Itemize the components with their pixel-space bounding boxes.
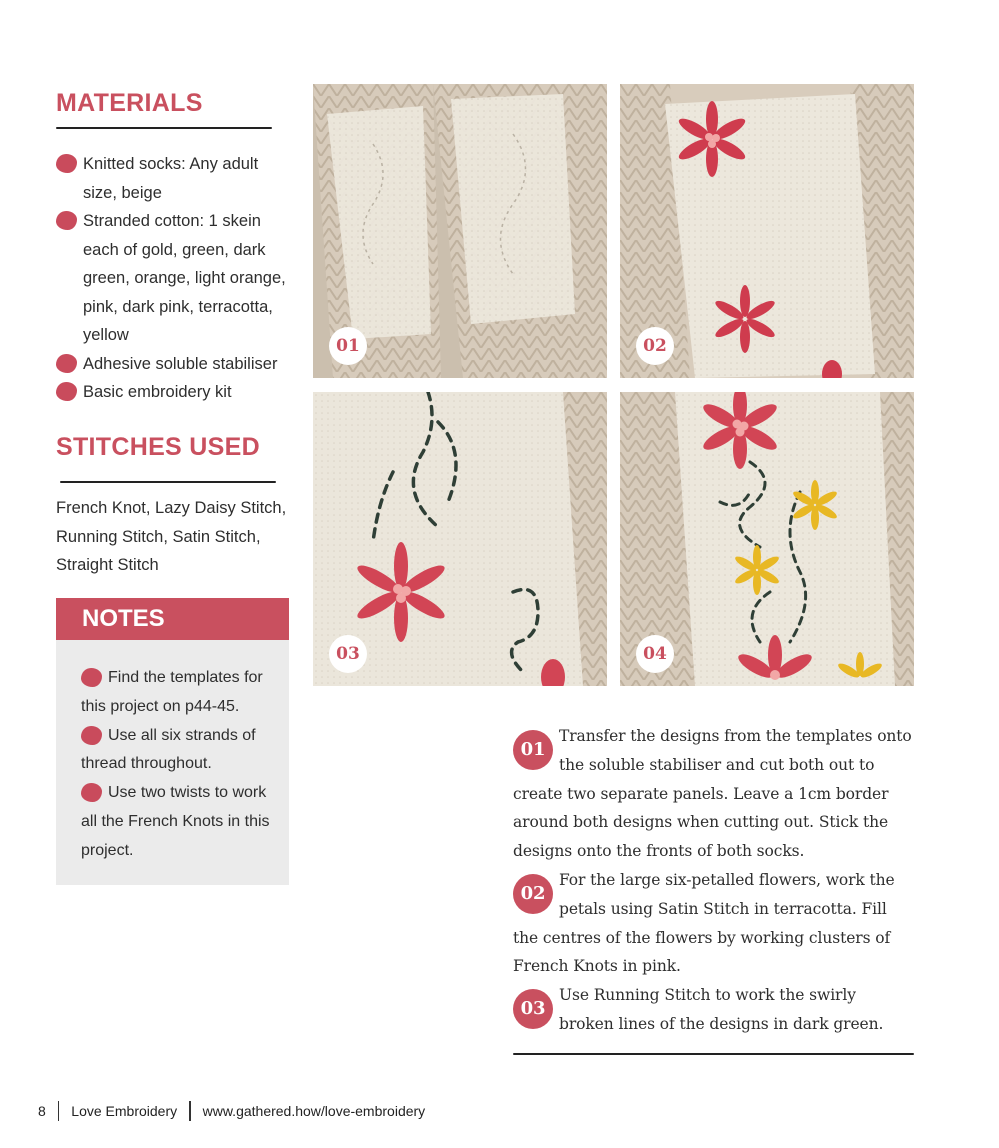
photo-label: 03 xyxy=(329,635,367,673)
steps-divider xyxy=(513,1053,914,1055)
notes-heading: NOTES xyxy=(56,598,289,640)
materials-list xyxy=(56,150,296,407)
bullet-icon xyxy=(56,211,77,230)
instruction-steps xyxy=(513,722,913,1039)
photo-step-01 xyxy=(313,84,607,378)
list-item xyxy=(81,779,279,865)
materials-heading: MATERIALS xyxy=(56,89,203,117)
footer-separator xyxy=(58,1101,60,1121)
photo-step-03 xyxy=(313,392,607,686)
photo-step-02 xyxy=(620,84,914,378)
step-text: Use Running Stitch to work the swirly broken lines of the designs in dark green. xyxy=(559,986,884,1033)
stitches-divider xyxy=(60,481,276,483)
photo-label: 01 xyxy=(329,327,367,365)
material-text: Basic embroidery kit xyxy=(83,383,232,401)
photo-step-04 xyxy=(620,392,914,686)
note-text: Use two twists to work all the French Knots in this project. xyxy=(81,784,270,859)
bullet-icon xyxy=(81,668,102,687)
step-02 xyxy=(513,866,913,981)
step-number-badge: 02 xyxy=(513,874,553,914)
bullet-icon xyxy=(81,726,102,745)
step-01 xyxy=(513,722,913,866)
stitches-text: French Knot, Lazy Daisy Stitch, Running Stitch, Satin Stitch, Straight Stitch xyxy=(56,499,287,574)
list-item xyxy=(81,722,279,780)
note-text: Find the templates for this project on p44-45. xyxy=(81,669,263,715)
website-link[interactable]: www.gathered.how/love-embroidery xyxy=(202,1103,426,1119)
step-number-badge: 03 xyxy=(513,989,553,1029)
footer-separator xyxy=(189,1101,191,1121)
bullet-icon xyxy=(56,382,77,401)
notes-list xyxy=(56,640,289,866)
list-item xyxy=(81,664,279,722)
material-text: Knitted socks: Any adult size, beige xyxy=(83,155,259,202)
list-item xyxy=(56,350,296,379)
bullet-icon xyxy=(56,154,77,173)
materials-divider xyxy=(56,127,272,129)
photo-label: 02 xyxy=(636,327,674,365)
magazine-name: Love Embroidery xyxy=(71,1103,178,1119)
page-footer xyxy=(38,1101,425,1121)
notes-box xyxy=(56,598,289,885)
material-text: Adhesive soluble stabiliser xyxy=(83,354,278,373)
material-text: Stranded cotton: 1 skein each of gold, green, dark green, orange, light orange, pink, dark pink, terracotta, yellow xyxy=(83,212,286,344)
note-text: Use all six strands of thread throughout. xyxy=(81,726,256,773)
step-03 xyxy=(513,981,913,1039)
stitches-heading: STITCHES USED xyxy=(56,433,260,461)
photo-label: 04 xyxy=(636,635,674,673)
step-text: For the large six-petalled flowers, work the petals using Satin Stitch in terracotta. Fill the centres of the flowers by working clusters of French Knots in pink. xyxy=(513,870,895,976)
list-item xyxy=(56,378,296,407)
list-item xyxy=(56,150,296,207)
bullet-icon xyxy=(56,354,77,373)
step-number-badge: 01 xyxy=(513,730,553,770)
page-number: 8 xyxy=(38,1103,46,1119)
step-text: Transfer the designs from the templates onto the soluble stabiliser and cut both out to create two separate panels. Leave a 1cm border around both designs when cutting out. Stick the designs onto the fronts of both socks. xyxy=(513,727,912,861)
list-item xyxy=(56,207,296,350)
bullet-icon xyxy=(81,783,102,802)
